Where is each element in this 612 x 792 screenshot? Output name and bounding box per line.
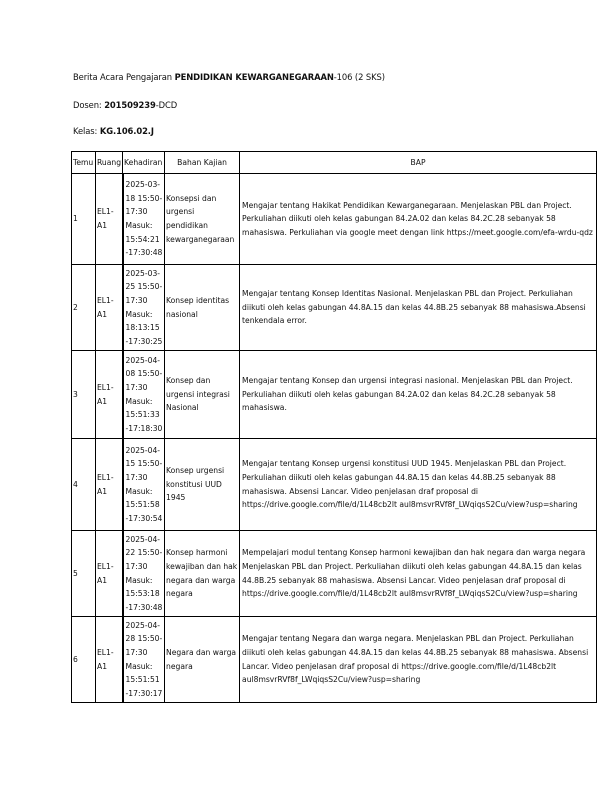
cell-kehadiran: 2025-03-25 15:50-17:30 Masuk: 18:13:15 -17:30:25 (123, 265, 165, 351)
cell-ruang: EL1-A1 (96, 265, 123, 351)
column-header-kehadiran: Kehadiran (123, 152, 165, 174)
lecturer-prefix: Dosen: (73, 100, 105, 110)
cell-bahan-kajian: Konsep identitas nasional (165, 265, 240, 351)
cell-temu: 2 (72, 265, 96, 351)
table-row (72, 617, 597, 703)
course-name: PENDIDIKAN KEWARGANEGARAAN (174, 72, 334, 82)
table-row (72, 531, 597, 617)
cell-temu: 1 (72, 174, 96, 265)
cell-bap: Mengajar tentang Konsep Identitas Nasional. Menjelaskan PBL dan Project. Perkuliahan diikuti oleh kelas gabungan 44.8A.15 dan kelas 44.8B.25 sebanyak 88 mahasiswa.Absensi tenkendala error. (240, 265, 597, 351)
lecturer-line (73, 100, 177, 110)
cell-ruang: EL1-A1 (96, 531, 123, 617)
cell-kehadiran: 2025-04-28 15:50-17:30 Masuk: 15:51:51 -17:30:17 (123, 617, 165, 703)
cell-bap: Mengajar tentang Negara dan warga negara. Menjelaskan PBL dan Project. Perkuliahan diikuti oleh kelas gabungan 44.8A.15 dan kelas 44.8B.25 sebanyak 88 mahasiswa. Absensi Lancar. Video penjelasan draf proposal di https://drive.google.com/file/d/1L48cb2lt aul8msvrRVf8f_LWqiqsS2Cu/view?usp=sharing (240, 617, 597, 703)
table-row (72, 174, 597, 265)
cell-kehadiran: 2025-04-08 15:50-17:30 Masuk: 15:51:33 -17:18:30 (123, 351, 165, 439)
cell-bahan-kajian: Konsep harmoni kewajiban dan hak negara dan warga negara (165, 531, 240, 617)
cell-bap: Mempelajari modul tentang Konsep harmoni kewajiban dan hak negara dan warga negara Menjelaskan PBL dan Project. Perkuliahan diikuti oleh kelas gabungan 44.8A.15 dan kelas 44.8B.25 sebanyak 88 mahasiswa. Absensi Lancar. Video penjelasan draf proposal di https://drive.google.com/file/d/1L48cb2lt aul8msvrRVf8f_LWqiqsS2Cu/view?usp=sharing (240, 531, 597, 617)
course-line (73, 72, 385, 82)
cell-ruang: EL1-A1 (96, 351, 123, 439)
cell-kehadiran: 2025-04-15 15:50-17:30 Masuk: 15:51:58 -17:30:54 (123, 439, 165, 531)
cell-bahan-kajian: Konsepsi dan urgensi pendidikan kewarganegaraan (165, 174, 240, 265)
class-line (73, 126, 154, 136)
cell-bahan-kajian: Negara dan warga negara (165, 617, 240, 703)
cell-temu: 6 (72, 617, 96, 703)
cell-ruang: EL1-A1 (96, 439, 123, 531)
lecturer-suffix: -DCD (155, 100, 178, 110)
cell-temu: 3 (72, 351, 96, 439)
column-header-bap: BAP (240, 152, 597, 174)
cell-ruang: EL1-A1 (96, 617, 123, 703)
table-row (72, 439, 597, 531)
class-prefix: Kelas: (73, 126, 100, 136)
column-header-ruang: Ruang (96, 152, 123, 174)
class-code: KG.106.02.J (99, 126, 154, 136)
cell-temu: 4 (72, 439, 96, 531)
cell-temu: 5 (72, 531, 96, 617)
course-prefix: Berita Acara Pengajaran (73, 72, 175, 82)
cell-bap: Mengajar tentang Konsep dan urgensi integrasi nasional. Menjelaskan PBL dan Project. Perkuliahan diikuti oleh kelas gabungan 84.2A.02 dan kelas 84.2C.28 sebanyak 58 mahasiswa. (240, 351, 597, 439)
cell-bahan-kajian: Konsep urgensi konstitusi UUD 1945 (165, 439, 240, 531)
lecturer-id: 201509239 (104, 100, 156, 110)
cell-bahan-kajian: Konsep dan urgensi integrasi Nasional (165, 351, 240, 439)
column-header-temu: Temu (72, 152, 96, 174)
cell-kehadiran: 2025-03-18 15:50-17:30 Masuk: 15:54:21 -17:30:48 (123, 174, 165, 265)
table-header-row (72, 152, 597, 174)
course-suffix: -106 (2 SKS) (333, 72, 385, 82)
cell-bap: Mengajar tentang Hakikat Pendidikan Kewarganegaraan. Menjelaskan PBL dan Project. Perkuliahan diikuti oleh kelas gabungan 84.2A.02 dan kelas 84.2C.28 sebanyak 58 mahasiswa. Perkuliahan via google meet dengan link https://meet.google.com/efa-wrdu-qdz (240, 174, 597, 265)
column-header-bahan-kajian: Bahan Kajian (165, 152, 240, 174)
cell-bap: Mengajar tentang Konsep urgensi konstitusi UUD 1945. Menjelaskan PBL dan Project. Perkuliahan diikuti oleh kelas gabungan 44.8A.15 dan kelas 44.8B.25 sebanyak 88 mahasiswa. Absensi Lancar. Video penjelasan draf proposal di https://drive.google.com/file/d/1L48cb2lt aul8msvrRVf8f_LWqiqsS2Cu/view?usp=sharing (240, 439, 597, 531)
teaching-record-table (71, 151, 597, 703)
table-row (72, 351, 597, 439)
cell-ruang: EL1-A1 (96, 174, 123, 265)
cell-kehadiran: 2025-04-22 15:50-17:30 Masuk: 15:53:18 -17:30:48 (123, 531, 165, 617)
table-row (72, 265, 597, 351)
